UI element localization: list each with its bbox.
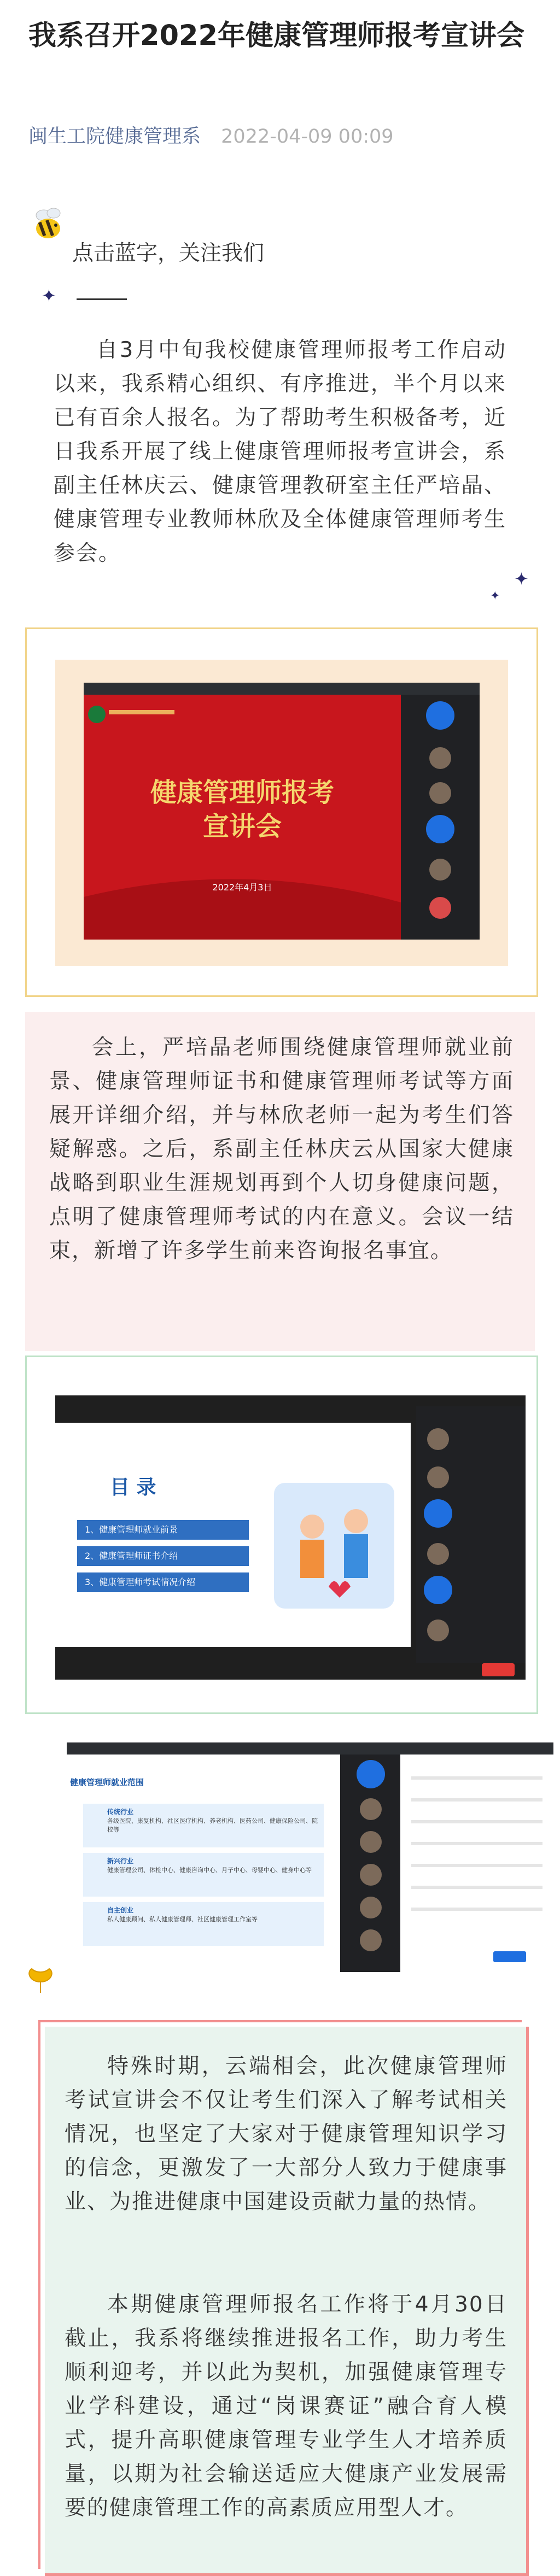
leave-meeting-button[interactable] (482, 1663, 515, 1676)
account-link[interactable]: 闽生工院健康管理系 (28, 126, 201, 148)
closing-section (45, 2027, 529, 2576)
participant-avatar (429, 897, 451, 919)
participant-panel (340, 1755, 400, 1972)
participant-avatar (424, 1576, 452, 1604)
intro-paragraph: 自3月中旬我校健康管理师报考工作启动以来，我系精心组织、有序推进，半个月以来已有百余人报名。为了帮助考生积极备考，近日我系开展了线上健康管理师报考宣讲会，系副主任林庆云、健康管理教研室主任严培晶、健康管理专业教师林欣及全体健康管理师考生参会。 (54, 338, 506, 566)
employment-row (83, 1902, 324, 1946)
meeting-screenshot-1 (84, 683, 480, 940)
participant-avatar (360, 1864, 382, 1886)
participant-avatar (427, 1466, 449, 1488)
window-titlebar (67, 1742, 553, 1755)
contents-heading: 目 录 (110, 1476, 156, 1499)
slide-title (84, 776, 401, 843)
member-list-row[interactable] (411, 1798, 542, 1802)
participant-avatar (429, 747, 451, 769)
follow-prompt: 点击蓝字，关注我们 (72, 241, 265, 266)
slide-title-line1: 健康管理师报考 (150, 777, 334, 808)
details-section (25, 1012, 535, 1351)
participant-avatar (427, 1543, 449, 1565)
employment-text: 健康管理公司、体检中心、健康咨询中心、月子中心、母婴中心、健身中心等 (107, 1867, 312, 1874)
divider (77, 298, 127, 300)
participant-avatar (426, 815, 454, 843)
participant-avatar (357, 1760, 385, 1788)
article-meta (28, 121, 394, 149)
sparkle-icon: ✦ (514, 568, 529, 589)
closing-paragraph: 特殊时期，云端相会，此次健康管理师考试宣讲会不仅让考生们深入了解考试相关情况，也坚定了大家对于健康管理知识学习的信念，更激发了一大部分人致力于健康事业、为推进健康中国建设贡献力量的热情。 (65, 2054, 508, 2214)
participant-avatar (429, 782, 451, 804)
registration-paragraph: 本期健康管理师报名工作将于4月30日截止，我系将继续推进报名工作，助力考生顺利迎考，并以此为契机，加强健康管理专业学科建设，通过“岗课赛证”融合育人模式，提升高职健康管理专业学生人才培养质量，以期为社会输送适应大健康产业发展需要的健康管理工作的高素质应用型人才。 (65, 2292, 508, 2520)
employment-tag: 传统行业 (107, 1808, 134, 1816)
member-list-panel (400, 1755, 553, 1972)
invite-button[interactable] (493, 1951, 526, 1962)
participant-avatar (424, 1499, 452, 1528)
slide-contents (55, 1423, 411, 1647)
meeting-screenshot-frame-1 (25, 627, 538, 997)
member-list-row[interactable] (411, 1886, 542, 1889)
slide-cover (84, 695, 401, 940)
member-list-row[interactable] (411, 1908, 542, 1911)
meeting-screenshot-frame-3 (25, 1737, 535, 1994)
employment-row (83, 1804, 324, 1847)
participant-avatar (427, 1619, 449, 1641)
slide-employment (67, 1755, 340, 1972)
contents-item: 2、健康管理师证书介绍 (77, 1546, 249, 1566)
employment-heading: 健康管理师就业范围 (70, 1777, 144, 1787)
participant-avatar (360, 1929, 382, 1951)
sparkle-icon: ✦ (42, 285, 56, 306)
meeting-screenshot-3 (67, 1742, 553, 1972)
article-title: 我系召开2022年健康管理师报考宣讲会 (28, 20, 524, 52)
participant-avatar (360, 1831, 382, 1853)
contents-item: 1、健康管理师就业前景 (77, 1520, 249, 1540)
people-illustration (263, 1461, 405, 1625)
slide-title-line2: 宣讲会 (202, 811, 282, 842)
participant-panel (401, 695, 480, 940)
member-list-row[interactable] (411, 1820, 542, 1823)
employment-text: 各级医院、康复机构、社区医疗机构、养老机构、医药公司、健康保险公司、院校等 (107, 1817, 318, 1833)
slide-date: 2022年4月3日 (212, 882, 272, 893)
employment-text: 私人健康顾问、私人健康管理师、社区健康管理工作室等 (107, 1916, 258, 1923)
member-list-row[interactable] (411, 1864, 542, 1867)
employment-tag: 新兴行业 (107, 1857, 134, 1865)
participant-avatar (360, 1897, 382, 1918)
participant-avatar (426, 701, 454, 730)
meeting-screenshot-2 (55, 1395, 526, 1680)
contents-item: 3、健康管理师考试情况介绍 (77, 1572, 249, 1592)
publish-date: 2022-04-09 00:09 (221, 126, 394, 148)
sparkle-icon: ✦ (490, 589, 500, 603)
employment-row (83, 1853, 324, 1897)
bee-icon (28, 203, 70, 245)
member-list-row[interactable] (411, 1776, 542, 1780)
meeting-screenshot-frame-2 (25, 1356, 538, 1714)
details-paragraph: 会上，严培晶老师围绕健康管理师就业前景、健康管理师证书和健康管理师考试等方面展开详细介绍，并与林欣老师一起为考生们答疑解惑。之后，系副主任林庆云从国家大健康战略到职业生涯规划再到个人切身健康问题，点明了健康管理师考试的内在意义。会议一结束，新增了许多学生前来咨询报名事宜。 (49, 1035, 514, 1263)
employment-tag: 自主创业 (107, 1906, 134, 1914)
participant-panel (416, 1406, 526, 1663)
participant-avatar (429, 859, 451, 881)
ginkgo-leaf-icon (24, 1965, 57, 1998)
member-list-row[interactable] (411, 1842, 542, 1845)
participant-avatar (427, 1428, 449, 1450)
participant-avatar (360, 1798, 382, 1820)
